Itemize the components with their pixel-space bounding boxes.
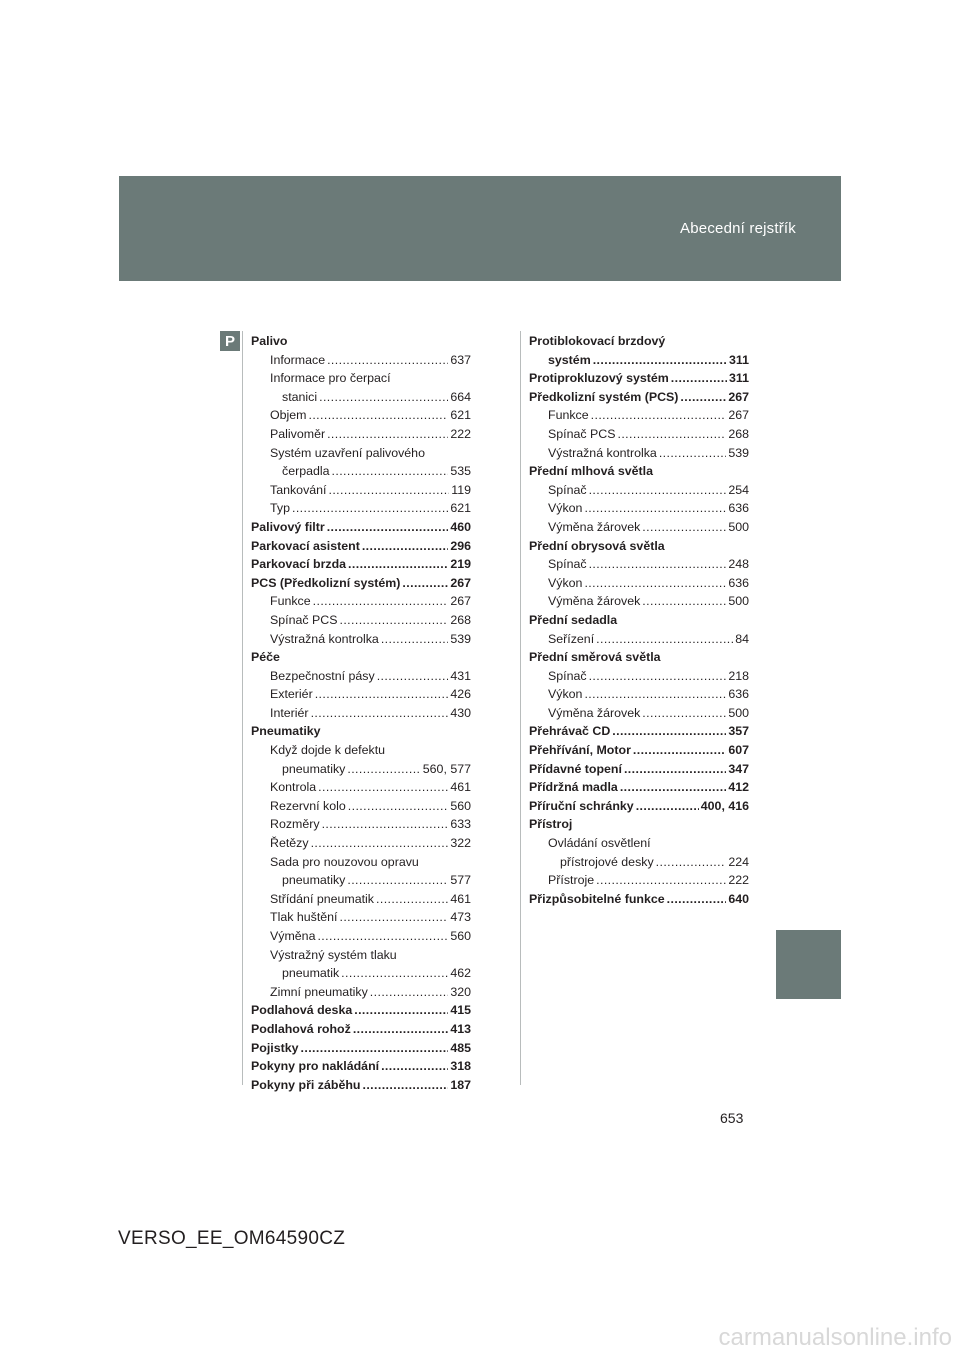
entry-page: 500 <box>728 705 749 720</box>
entry-term: Péče <box>251 650 280 665</box>
leader-dots <box>353 1020 448 1039</box>
leader-dots <box>620 778 726 797</box>
leader-dots <box>332 462 449 481</box>
leader-dots <box>319 388 448 407</box>
leader-dots <box>370 983 449 1002</box>
leader-dots <box>589 667 727 686</box>
index-letter-badge: P <box>220 331 240 351</box>
entry-page: 577 <box>450 873 471 888</box>
entry-term: Informace pro čerpací <box>270 371 391 386</box>
entry-page: 248 <box>728 557 749 572</box>
leader-dots <box>362 537 448 556</box>
leader-dots <box>354 1001 448 1020</box>
index-entry <box>529 499 749 518</box>
column-divider-middle <box>520 331 521 1085</box>
index-entry <box>251 797 471 816</box>
entry-page: 462 <box>450 966 471 981</box>
entry-page: 636 <box>728 687 749 702</box>
leader-dots <box>381 630 449 649</box>
index-entry <box>251 760 471 779</box>
leader-dots <box>292 499 448 518</box>
entry-term: Rozměry <box>270 817 320 832</box>
entry-term: Spínač <box>548 668 587 683</box>
leader-dots <box>327 518 449 537</box>
index-entry <box>529 667 749 686</box>
leader-dots <box>596 871 726 890</box>
entry-term: Objem <box>270 408 307 423</box>
index-entry <box>529 890 749 909</box>
index-entry <box>251 1001 471 1020</box>
entry-page: 560, 577 <box>422 761 471 776</box>
entry-page: 664 <box>450 389 471 404</box>
leader-dots <box>322 815 449 834</box>
entry-page: 224 <box>728 854 749 869</box>
entry-page: 267 <box>728 408 749 423</box>
index-entry <box>251 1039 471 1058</box>
entry-term: pneumatik <box>282 966 340 981</box>
index-entry <box>251 815 471 834</box>
entry-page: 636 <box>728 501 749 516</box>
entry-page: 311 <box>729 352 749 367</box>
leader-dots <box>642 704 726 723</box>
leader-dots <box>311 704 449 723</box>
chapter-tab <box>776 930 841 999</box>
index-entry <box>251 871 471 890</box>
entry-term: Palivoměr <box>270 426 326 441</box>
entry-term: Když dojde k defektu <box>270 743 386 758</box>
index-entry <box>529 722 749 741</box>
index-entry <box>529 481 749 500</box>
entry-term: Podlahová deska <box>251 1003 353 1018</box>
leader-dots <box>327 351 448 370</box>
index-entry <box>529 611 749 630</box>
index-entry <box>251 369 471 388</box>
leader-dots <box>348 797 449 816</box>
index-entry <box>529 388 749 407</box>
section-title: Abecední rejstřík <box>680 220 796 237</box>
entry-page: 473 <box>450 910 471 925</box>
leader-dots <box>311 834 449 853</box>
entry-page: 268 <box>450 612 471 627</box>
leader-dots <box>340 908 449 927</box>
entry-term: Výkon <box>548 501 583 516</box>
leader-dots <box>348 555 448 574</box>
entry-page: 636 <box>728 575 749 590</box>
entry-page: 254 <box>728 482 749 497</box>
index-entry <box>529 704 749 723</box>
index-entry <box>251 518 471 537</box>
entry-page: 222 <box>450 426 471 441</box>
entry-page: 187 <box>450 1077 471 1092</box>
entry-page: 413 <box>450 1021 471 1036</box>
entry-term: Protiprokluzový systém <box>529 371 669 386</box>
leader-dots <box>656 853 727 872</box>
index-entry <box>529 518 749 537</box>
leader-dots <box>667 890 727 909</box>
leader-dots <box>671 369 727 388</box>
index-entry <box>529 555 749 574</box>
leader-dots <box>618 425 727 444</box>
leader-dots <box>381 1057 448 1076</box>
entry-term: Výměna žárovek <box>548 705 641 720</box>
index-entry <box>529 630 749 649</box>
entry-page: 119 <box>451 482 471 497</box>
index-entry <box>529 685 749 704</box>
entry-term: Informace <box>270 352 326 367</box>
entry-term: Přední sedadla <box>529 612 618 627</box>
leader-dots <box>584 499 726 518</box>
entry-page: 318 <box>450 1059 471 1074</box>
entry-page: 218 <box>728 668 749 683</box>
index-entry <box>251 462 471 481</box>
entry-page: 219 <box>450 557 471 572</box>
entry-term: Předkolizní systém (PCS) <box>529 389 679 404</box>
index-entry <box>529 778 749 797</box>
index-entry <box>251 1076 471 1095</box>
entry-term: Pokyny pro nakládání <box>251 1059 380 1074</box>
entry-term: Přídržná madla <box>529 780 618 795</box>
index-entry <box>529 592 749 611</box>
entry-term: Palivový filtr <box>251 519 325 534</box>
index-entry <box>251 946 471 965</box>
leader-dots <box>591 406 727 425</box>
entry-page: 431 <box>450 668 471 683</box>
leader-dots <box>376 890 448 909</box>
index-column-left <box>251 332 471 1094</box>
index-entry <box>251 611 471 630</box>
entry-page: 621 <box>450 501 471 516</box>
entry-page: 560 <box>450 929 471 943</box>
entry-term: Přehrávač CD <box>529 724 611 739</box>
index-entry <box>251 1020 471 1039</box>
column-divider-left <box>242 331 243 1085</box>
index-entry <box>251 648 471 667</box>
entry-term: Výstražný systém tlaku <box>270 947 397 962</box>
entry-term: přístrojové desky <box>560 854 654 869</box>
leader-dots <box>362 1076 448 1095</box>
index-entry <box>529 444 749 463</box>
entry-page: 296 <box>450 538 471 553</box>
entry-term: Výstražná kontrolka <box>548 445 657 460</box>
entry-term: Systém uzavření palivového <box>270 445 425 460</box>
index-entry <box>251 499 471 518</box>
entry-page: 84 <box>735 631 749 646</box>
entry-page: 430 <box>450 705 471 720</box>
entry-term: Interiér <box>270 705 309 720</box>
leader-dots <box>377 667 449 686</box>
entry-term: Rezervní kolo <box>270 798 346 813</box>
index-entry <box>251 722 471 741</box>
entry-page: 607 <box>728 743 749 758</box>
index-entry <box>251 555 471 574</box>
leader-dots <box>589 555 727 574</box>
entry-term: pneumatiky <box>282 761 346 776</box>
entry-page: 637 <box>450 352 471 367</box>
leader-dots <box>589 481 727 500</box>
leader-dots <box>642 592 726 611</box>
entry-term: Spínač PCS <box>270 612 338 627</box>
entry-page: 485 <box>450 1040 471 1055</box>
entry-term: Palivo <box>251 334 288 348</box>
index-entry <box>529 853 749 872</box>
index-entry <box>529 369 749 388</box>
entry-term: Parkovací asistent <box>251 538 360 553</box>
index-entry <box>251 332 471 351</box>
entry-page: 461 <box>450 891 471 906</box>
entry-term: Střídání pneumatik <box>270 891 375 906</box>
entry-term: Přední směrová světla <box>529 650 661 665</box>
entry-term: Řetězy <box>270 836 309 851</box>
leader-dots <box>659 444 727 463</box>
entry-page: 461 <box>450 780 471 795</box>
index-entry <box>251 927 471 946</box>
index-entry <box>529 834 749 853</box>
index-entry <box>529 332 749 351</box>
index-entry <box>251 685 471 704</box>
leader-dots <box>624 760 726 779</box>
leader-dots <box>313 592 449 611</box>
entry-term: pneumatiky <box>282 873 346 888</box>
entry-term: Přední mlhová světla <box>529 464 653 479</box>
entry-term: systém <box>548 352 591 367</box>
entry-term: Výměna <box>270 929 316 943</box>
entry-term: Ovládání osvětlení <box>548 836 651 851</box>
index-entry <box>529 815 749 834</box>
entry-term: Typ <box>270 501 290 516</box>
entry-page: 633 <box>450 817 471 832</box>
index-entry <box>251 351 471 370</box>
page-number: 653 <box>720 1110 744 1126</box>
leader-dots <box>315 685 449 704</box>
entry-term: Funkce <box>270 594 311 609</box>
entry-page: 322 <box>450 836 471 851</box>
index-entry <box>251 890 471 909</box>
leader-dots <box>584 685 726 704</box>
leader-dots <box>402 574 448 593</box>
index-entry <box>529 871 749 890</box>
entry-page: 267 <box>728 389 749 404</box>
entry-term: Přídavné topení <box>529 761 622 776</box>
entry-term: Pokyny při záběhu <box>251 1077 361 1092</box>
entry-page: 560 <box>450 798 471 813</box>
entry-term: Výměna žárovek <box>548 594 641 609</box>
index-entry <box>529 760 749 779</box>
index-entry <box>529 425 749 444</box>
index-entry <box>251 425 471 444</box>
index-entry <box>529 537 749 556</box>
index-entry <box>251 481 471 500</box>
entry-page: 267 <box>450 594 471 609</box>
entry-term: PCS (Předkolizní systém) <box>251 575 401 590</box>
entry-page: 500 <box>728 594 749 609</box>
entry-term: Přední obrysová světla <box>529 538 665 553</box>
index-entry <box>251 741 471 760</box>
index-entry <box>251 834 471 853</box>
index-entry <box>251 964 471 983</box>
entry-page: 539 <box>450 631 471 646</box>
entry-term: Protiblokovací brzdový <box>529 334 666 348</box>
entry-term: Seřízení <box>548 631 595 646</box>
entry-term: Kontrola <box>270 780 317 795</box>
index-entry <box>529 648 749 667</box>
entry-term: čerpadla <box>282 464 330 479</box>
leader-dots <box>596 630 733 649</box>
leader-dots <box>317 927 448 946</box>
entry-term: Podlahová rohož <box>251 1021 351 1036</box>
leader-dots <box>347 760 420 779</box>
index-entry <box>529 406 749 425</box>
entry-term: Příruční schránky <box>529 798 634 813</box>
entry-term: Výstražná kontrolka <box>270 631 379 646</box>
entry-page: 222 <box>728 873 749 888</box>
entry-term: Parkovací brzda <box>251 557 347 572</box>
entry-page: 412 <box>728 780 749 795</box>
entry-page: 500 <box>728 519 749 534</box>
entry-page: 347 <box>728 761 749 776</box>
entry-term: Pojistky <box>251 1040 299 1055</box>
document-code: VERSO_EE_OM64590CZ <box>118 1228 346 1249</box>
leader-dots <box>584 574 726 593</box>
header-band <box>119 176 841 281</box>
leader-dots <box>642 518 726 537</box>
index-entry <box>251 667 471 686</box>
entry-page: 539 <box>728 445 749 460</box>
leader-dots <box>636 797 699 816</box>
entry-page: 640 <box>728 891 749 906</box>
entry-term: Tlak huštění <box>270 910 338 925</box>
entry-page: 621 <box>450 408 471 423</box>
entry-term: Přehřívání, Motor <box>529 743 631 758</box>
leader-dots <box>680 388 726 407</box>
entry-page: 400, 416 <box>700 798 749 813</box>
index-entry <box>529 797 749 816</box>
index-entry <box>251 983 471 1002</box>
leader-dots <box>301 1039 449 1058</box>
entry-term: Sada pro nouzovou opravu <box>270 854 419 869</box>
index-entry <box>251 704 471 723</box>
index-entry <box>529 351 749 370</box>
index-entry <box>251 908 471 927</box>
index-entry <box>251 1057 471 1076</box>
entry-term: Spínač PCS <box>548 426 616 441</box>
entry-term: Tankování <box>270 482 327 497</box>
leader-dots <box>633 741 726 760</box>
entry-page: 426 <box>450 687 471 702</box>
entry-term: Přístroj <box>529 817 573 832</box>
leader-dots <box>341 964 448 983</box>
entry-page: 460 <box>450 519 471 534</box>
entry-term: Výměna žárovek <box>548 519 641 534</box>
entry-term: Spínač <box>548 557 587 572</box>
index-entry <box>251 444 471 463</box>
entry-page: 535 <box>450 464 471 479</box>
leader-dots <box>347 871 448 890</box>
leader-dots <box>318 778 448 797</box>
entry-term: Výkon <box>548 687 583 702</box>
entry-term: Přizpůsobitelné funkce <box>529 891 665 906</box>
entry-term: Funkce <box>548 408 589 423</box>
index-entry <box>529 462 749 481</box>
leader-dots <box>340 611 449 630</box>
index-entry <box>529 741 749 760</box>
entry-page: 268 <box>728 426 749 441</box>
index-entry <box>251 853 471 872</box>
index-entry <box>251 388 471 407</box>
watermark-text: carmanualsonline.info <box>718 1324 952 1351</box>
entry-page: 267 <box>450 575 471 590</box>
index-entry <box>251 778 471 797</box>
entry-term: Zimní pneumatiky <box>270 984 368 999</box>
entry-page: 320 <box>450 984 471 999</box>
entry-term: Přístroje <box>548 873 595 888</box>
index-entry <box>251 406 471 425</box>
leader-dots <box>593 351 727 370</box>
leader-dots <box>612 722 726 741</box>
index-entry <box>251 537 471 556</box>
leader-dots <box>309 406 449 425</box>
entry-term: Exteriér <box>270 687 313 702</box>
entry-term: Výkon <box>548 575 583 590</box>
index-column-right <box>529 332 749 908</box>
entry-page: 415 <box>450 1003 471 1018</box>
index-entry <box>251 574 471 593</box>
index-entry <box>251 592 471 611</box>
entry-page: 311 <box>729 371 749 386</box>
index-entry <box>529 574 749 593</box>
entry-term: Bezpečnostní pásy <box>270 668 375 683</box>
index-entry <box>251 630 471 649</box>
entry-term: Pneumatiky <box>251 724 321 739</box>
entry-term: Spínač <box>548 482 587 497</box>
entry-term: stanici <box>282 389 318 404</box>
entry-page: 357 <box>728 724 749 739</box>
leader-dots <box>327 425 448 444</box>
leader-dots <box>328 481 449 500</box>
